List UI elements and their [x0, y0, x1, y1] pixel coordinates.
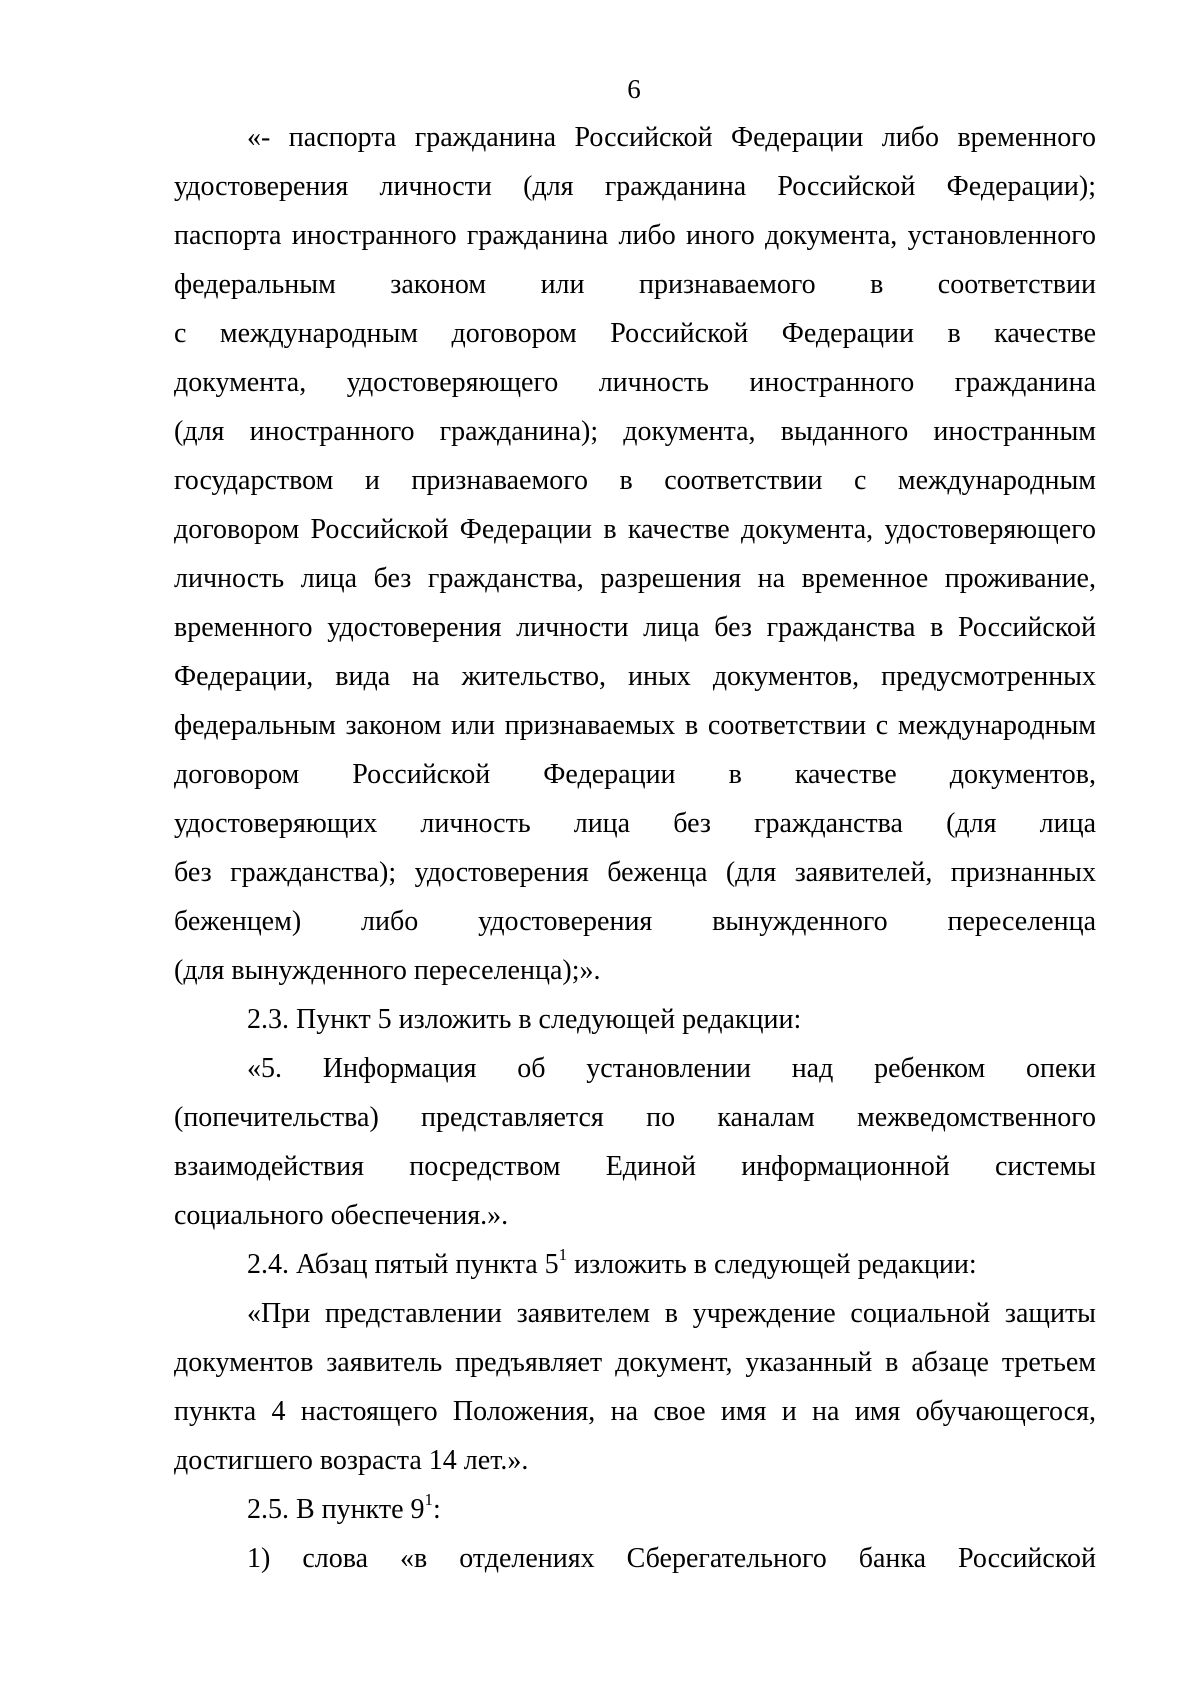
text-segment: 2.5. В пункте 9 — [247, 1494, 425, 1525]
text-line: (для иностранного гражданина); документа, выданного иностранным — [174, 416, 1096, 447]
text-line: удостоверения личности (для гражданина Российской Федерации); — [174, 171, 1096, 202]
paragraph-item-2-4 — [174, 1240, 1096, 1289]
text-line: временного удостоверения личности лица без гражданства в Российской — [174, 612, 1096, 643]
text-line: документов заявитель предъявляет документ, указанный в абзаце третьем — [174, 1347, 1096, 1378]
text-line: документа, удостоверяющего личность иностранного гражданина — [174, 367, 1096, 398]
document-body — [174, 113, 1096, 1583]
text-line: (для вынужденного переселенца);». — [174, 955, 601, 986]
text-line: взаимодействия посредством Единой информационной системы — [174, 1151, 1096, 1182]
text-line: договором Российской Федерации в качестве документа, удостоверяющего — [174, 514, 1096, 545]
text-line: удостоверяющих личность лица без гражданства (для лица — [174, 808, 1096, 839]
text-line: федеральным законом или признаваемых в соответствии с международным — [174, 710, 1096, 741]
text-segment: 2.4. Абзац пятый пункта 5 — [247, 1249, 559, 1280]
text-line: пункта 4 настоящего Положения, на свое имя и на имя обучающегося, — [174, 1396, 1096, 1427]
text-line: социального обеспечения.». — [174, 1200, 509, 1231]
text-line: достигшего возраста 14 лет.». — [174, 1445, 529, 1476]
paragraph-item-2-3 — [174, 995, 1096, 1044]
paragraph-identity-documents — [174, 113, 1096, 995]
superscript: 1 — [558, 1244, 568, 1264]
text-line: без гражданства); удостоверения беженца (для заявителей, признанных — [174, 857, 1096, 888]
text-line: «- паспорта гражданина Российской Федерации либо временного — [247, 122, 1096, 153]
text-line: договором Российской Федерации в качестве документов, — [174, 759, 1096, 790]
superscript: 1 — [424, 1489, 434, 1509]
text-line — [174, 1485, 1096, 1534]
text-line: государством и признаваемого в соответствии с международным — [174, 465, 1096, 496]
page-number: 6 — [627, 74, 641, 104]
text-line: личность лица без гражданства, разрешения на временное проживание, — [174, 563, 1096, 594]
text-line: 2.3. Пункт 5 изложить в следующей редакции: — [247, 1004, 802, 1035]
text-line: «5. Информация об установлении над ребенком опеки — [247, 1053, 1096, 1084]
paragraph-item-2-5 — [174, 1485, 1096, 1534]
text-line: Федерации, вида на жительство, иных документов, предусмотренных — [174, 661, 1096, 692]
text-line: федеральным законом или признаваемого в соответствии — [174, 269, 1096, 300]
text-line: (попечительства) представляется по каналам межведомственного — [174, 1102, 1096, 1133]
paragraph-quote-item-5 — [174, 1044, 1096, 1240]
text-line — [174, 1240, 1096, 1289]
text-line: 1) слова «в отделениях Сберегательного банка Российской — [247, 1543, 1096, 1574]
text-line: с международным договором Российской Федерации в качестве — [174, 318, 1096, 349]
text-line: паспорта иностранного гражданина либо иного документа, установленного — [174, 220, 1096, 251]
paragraph-quote-presentation — [174, 1289, 1096, 1485]
text-line: «При представлении заявителем в учреждение социальной защиты — [247, 1298, 1096, 1329]
paragraph-subitem-1 — [174, 1534, 1096, 1583]
text-line: беженцем) либо удостоверения вынужденного переселенца — [174, 906, 1096, 937]
text-segment: изложить в следующей редакции: — [567, 1249, 977, 1280]
text-segment: : — [433, 1494, 441, 1525]
